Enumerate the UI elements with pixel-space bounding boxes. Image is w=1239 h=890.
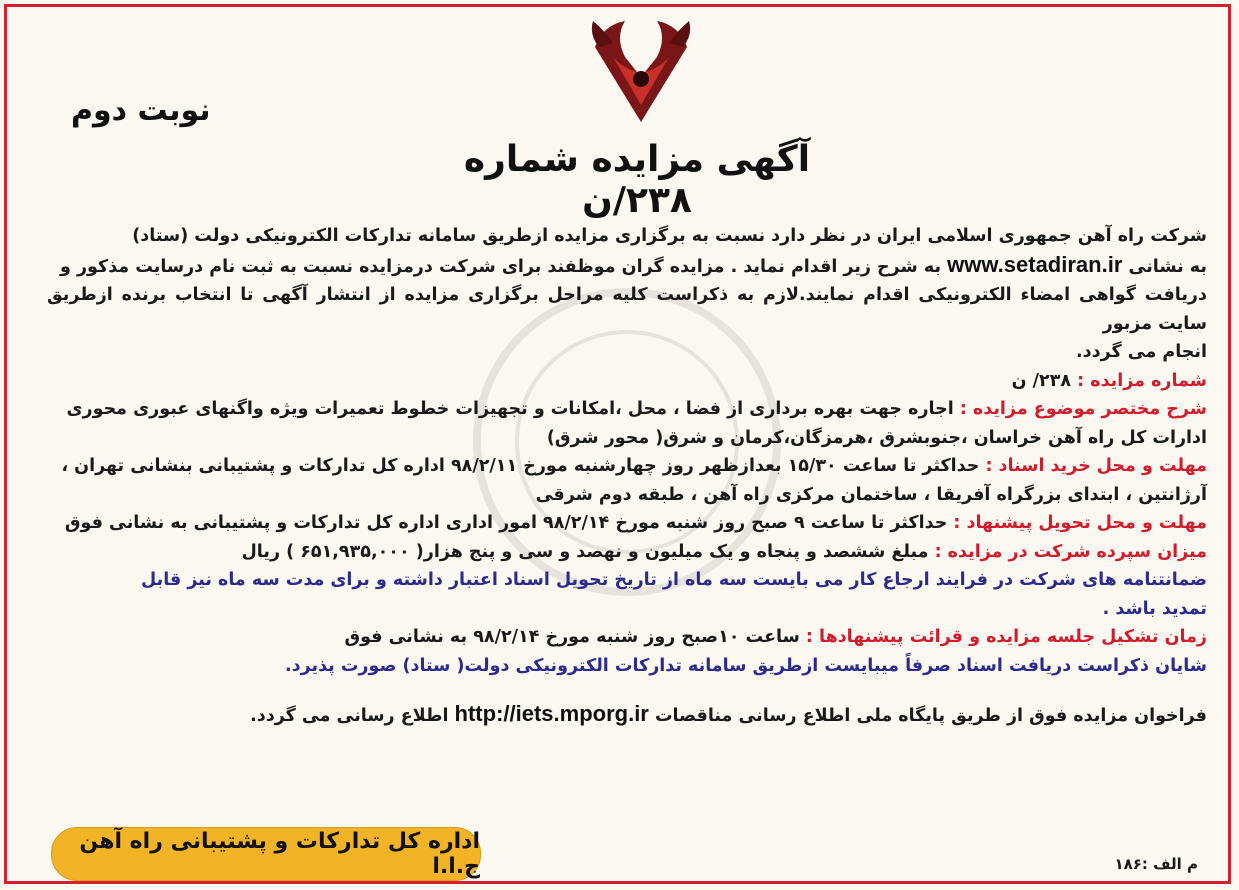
purchase-label: مهلت و محل خرید اسناد : bbox=[985, 456, 1207, 476]
intro-line-2 bbox=[47, 251, 1207, 282]
purchase-value-1: حداکثر تا ساعت ۱۵/۳۰ بعدازظهر روز چهارشنبه مورخ ۹۸/۲/۱۱ اداره کل تدارکات و پشتیبانی بنشانی تهران ، bbox=[61, 456, 980, 476]
subject-value-1: اجاره جهت بهره برداری از فضا ، محل ،امکانات و تجهیزات خطوط تعمیرات ویژه واگنهای عبوری محوری bbox=[66, 399, 954, 419]
railway-winged-emblem-icon bbox=[585, 17, 697, 127]
guarantee-line-1: ضمانتنامه های شرکت در فرایند ارجاع کار می بایست سه ماه از تاریخ تحویل اسناد اعتبار داشته و برای مدت سه ماه نیز قابل bbox=[141, 570, 1207, 590]
auction-number-label: شماره مزایده : bbox=[1077, 370, 1207, 391]
iets-url-link[interactable]: http://iets.mporg.ir bbox=[454, 701, 649, 726]
intro-line-2-b: به شرح زیر اقدام نماید . مزایده گران موظفند برای شرکت درمزایده نسبت به ثبت نام درسایت مذکور و bbox=[60, 256, 942, 277]
purchase-value-2: آرژانتین ، ابتدای بزرگراه آفریقا ، ساختمان مرکزی راه آهن ، طبقه دوم شرقی bbox=[535, 484, 1207, 505]
setad-url-link[interactable]: www.setadiran.ir bbox=[947, 251, 1123, 277]
deposit-row bbox=[47, 538, 1207, 567]
purchase-row bbox=[47, 452, 1207, 481]
opening-row bbox=[47, 623, 1207, 652]
subject-row bbox=[47, 395, 1207, 424]
notice-body bbox=[47, 222, 1207, 731]
call-line-b: اطلاع رسانی می گردد. bbox=[250, 706, 449, 726]
documents-note: شایان ذکراست دریافت اسناد صرفاً میبایست ازطریق سامانه تدارکات الکترونیکی دولت( ستاد) صورت پذیرد. bbox=[284, 655, 1207, 676]
deposit-label: میزان سپرده شرکت در مزایده : bbox=[934, 541, 1207, 562]
delivery-label: مهلت و محل تحویل پیشنهاد : bbox=[953, 513, 1207, 533]
opening-value: ساعت ۱۰صبح روز شنبه مورخ ۹۸/۲/۱۴ به نشانی فوق bbox=[344, 627, 800, 647]
delivery-row bbox=[47, 509, 1207, 538]
auction-number-row bbox=[47, 367, 1207, 396]
publication-code: م الف :۱۸۶ bbox=[1114, 855, 1198, 873]
subject-value-2: ادارات کل راه آهن خراسان ،جنوبشرق ،هرمزگان،کرمان و شرق( محور شرق) bbox=[546, 427, 1207, 448]
deposit-value: مبلغ ششصد و پنجاه و یک میلیون و نهصد و سی و پنج هزار( ۶۵۱,۹۳۵,۰۰۰ ) ریال bbox=[241, 541, 929, 562]
intro-line-2-a: به نشانی bbox=[1128, 256, 1207, 277]
intro-line-3: دریافت گواهی امضاء الکترونیکی اقدام نمایند.لازم به ذکراست کلیه مراحل برگزاری مزایده از انتشار آگهی تا انتخاب برنده ازطریق سایت مزبور bbox=[47, 285, 1207, 334]
subject-label: شرح مختصر موضوع مزایده : bbox=[959, 399, 1207, 419]
auction-number-value: ۲۳۸/ ن bbox=[1011, 370, 1072, 391]
delivery-value: حداکثر تا ساعت ۹ صبح روز شنبه مورخ ۹۸/۲/۱۴ امور اداری اداره کل تدارکات و پشتیبانی به نشانی فوق bbox=[64, 513, 948, 533]
publication-round-badge: نوبت دوم bbox=[71, 93, 211, 128]
notice-title: آگهی مزایده شماره ۲۳۸/ن bbox=[463, 139, 811, 221]
guarantee-line-2: تمدید باشد . bbox=[1102, 598, 1207, 619]
call-line-a: فراخوان مزایده فوق از طریق پایگاه ملی اطلاع رسانی مناقصات bbox=[654, 706, 1207, 726]
call-line bbox=[47, 700, 1207, 731]
issuer-signature: اداره کل تدارکات و پشتیبانی راه آهن ج.ا.ا bbox=[51, 827, 481, 881]
notice-frame bbox=[4, 4, 1231, 884]
intro-line-4: انجام می گردد. bbox=[1076, 342, 1207, 362]
opening-label: زمان تشکیل جلسه مزایده و قرائت پیشنهادها : bbox=[805, 627, 1207, 647]
intro-line-1: شرکت راه آهن جمهوری اسلامی ایران در نظر دارد نسبت به برگزاری مزایده ازطریق سامانه تدارکات الکترونیکی دولت (ستاد) bbox=[132, 226, 1207, 246]
